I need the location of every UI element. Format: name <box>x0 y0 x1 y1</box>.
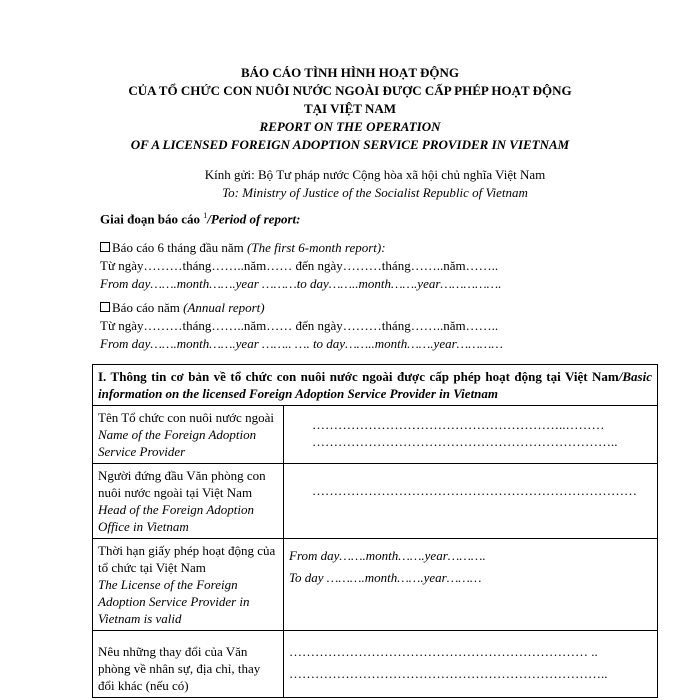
title-line-1: BÁO CÁO TÌNH HÌNH HOẠT ĐỘNG <box>240 65 460 80</box>
fill-line: ……………………………………………………………….. <box>289 666 608 681</box>
row-label <box>93 631 284 698</box>
row-label <box>93 406 284 464</box>
six-month-report-option <box>100 239 501 293</box>
annual-dates-en: From day…….month…….year …….. …. to day……..month…….year………… <box>100 336 503 351</box>
addressee-vi: Kính gửi: Bộ Tư pháp nước Cộng hòa xã hội chủ nghĩa Việt Nam <box>204 167 546 182</box>
addressee <box>0 166 700 202</box>
license-to-line: To day ……….month…….year……… <box>289 570 482 585</box>
annual-report-option <box>100 299 503 353</box>
license-term-label-en: The License of the Foreign Adoption Service Provider in Vietnam is valid <box>98 577 250 626</box>
table-row <box>93 539 658 631</box>
period-label-en: /Period of report: <box>207 211 301 227</box>
six-month-checkbox[interactable] <box>100 242 110 252</box>
footnote-marker: 1 <box>203 211 208 220</box>
provider-name-label-en: Name of the Foreign Adoption Service Provider <box>98 427 257 459</box>
office-changes-field[interactable] <box>284 631 658 698</box>
six-month-dates-vi: Từ ngày………tháng……..năm…… đến ngày………tháng……..năm…….. <box>100 258 499 273</box>
table-row <box>93 406 658 464</box>
fill-line: …………………………………………………………… .. <box>289 644 598 659</box>
title-line-3: TẠI VIỆT NAM <box>304 101 396 116</box>
six-month-label-en: (The first 6-month report): <box>247 240 386 255</box>
annual-checkbox[interactable] <box>100 302 110 312</box>
six-month-label-vi: Báo cáo 6 tháng đầu năm <box>112 240 244 255</box>
document-title <box>0 64 700 154</box>
fill-line: …………………………………………………..……… <box>312 417 605 432</box>
license-term-label-vi: Thời hạn giấy phép hoạt động của tổ chức tại Việt Nam <box>98 543 276 575</box>
row-label <box>93 464 284 539</box>
office-head-label-vi: Người đứng đầu Văn phòng con nuôi nước ngoài tại Việt Nam <box>98 468 266 500</box>
annual-label-en: (Annual report) <box>183 300 265 315</box>
provider-name-label-vi: Tên Tổ chức con nuôi nước ngoài <box>98 410 274 425</box>
table-row <box>93 464 658 539</box>
office-head-label-en: Head of the Foreign Adoption Office in Vietnam <box>98 502 254 534</box>
annual-dates-vi: Từ ngày………tháng……..năm…… đến ngày………tháng……..năm…….. <box>100 318 499 333</box>
title-line-2: CỦA TỔ CHỨC CON NUÔI NƯỚC NGOÀI ĐƯỢC CẤP PHÉP HOẠT ĐỘNG <box>128 83 572 98</box>
section-1-heading-vi: I. Thông tin cơ bản về tổ chức con nuôi nước ngoài được cấp phép hoạt động tại Việt Nam <box>98 369 619 384</box>
license-from-line: From day…….month…….year………. <box>289 548 486 563</box>
addressee-en: To: Ministry of Justice of the Socialist Republic of Vietnam <box>222 185 528 200</box>
six-month-dates-en: From day…….month…….year ………to day……..month…….year……………. <box>100 276 502 291</box>
basic-info-table <box>92 364 658 698</box>
section-1-heading <box>93 365 658 406</box>
fill-line: ………………………………………………………………… <box>312 483 637 498</box>
annual-label-vi: Báo cáo năm <box>112 300 180 315</box>
office-changes-label-vi: Nêu những thay đổi của Văn phòng về nhân sự, địa chỉ, thay đổi khác (nếu có) <box>98 644 261 693</box>
period-of-report <box>100 211 300 227</box>
title-line-5: OF A LICENSED FOREIGN ADOPTION SERVICE PROVIDER IN VIETNAM <box>130 137 570 152</box>
table-row <box>93 631 658 698</box>
row-label <box>93 539 284 631</box>
section-1-heading-en: /Basic information on the licensed Foreign Adoption Service Provider in Vietnam <box>98 369 652 401</box>
period-label-vi: Giai đoạn báo cáo <box>100 211 201 227</box>
license-term-field[interactable] <box>284 539 658 631</box>
fill-line: …………………………………………………………….. <box>312 434 618 449</box>
provider-name-field[interactable] <box>284 406 658 464</box>
office-head-field[interactable] <box>284 464 658 539</box>
title-line-4: REPORT ON THE OPERATION <box>259 119 441 134</box>
